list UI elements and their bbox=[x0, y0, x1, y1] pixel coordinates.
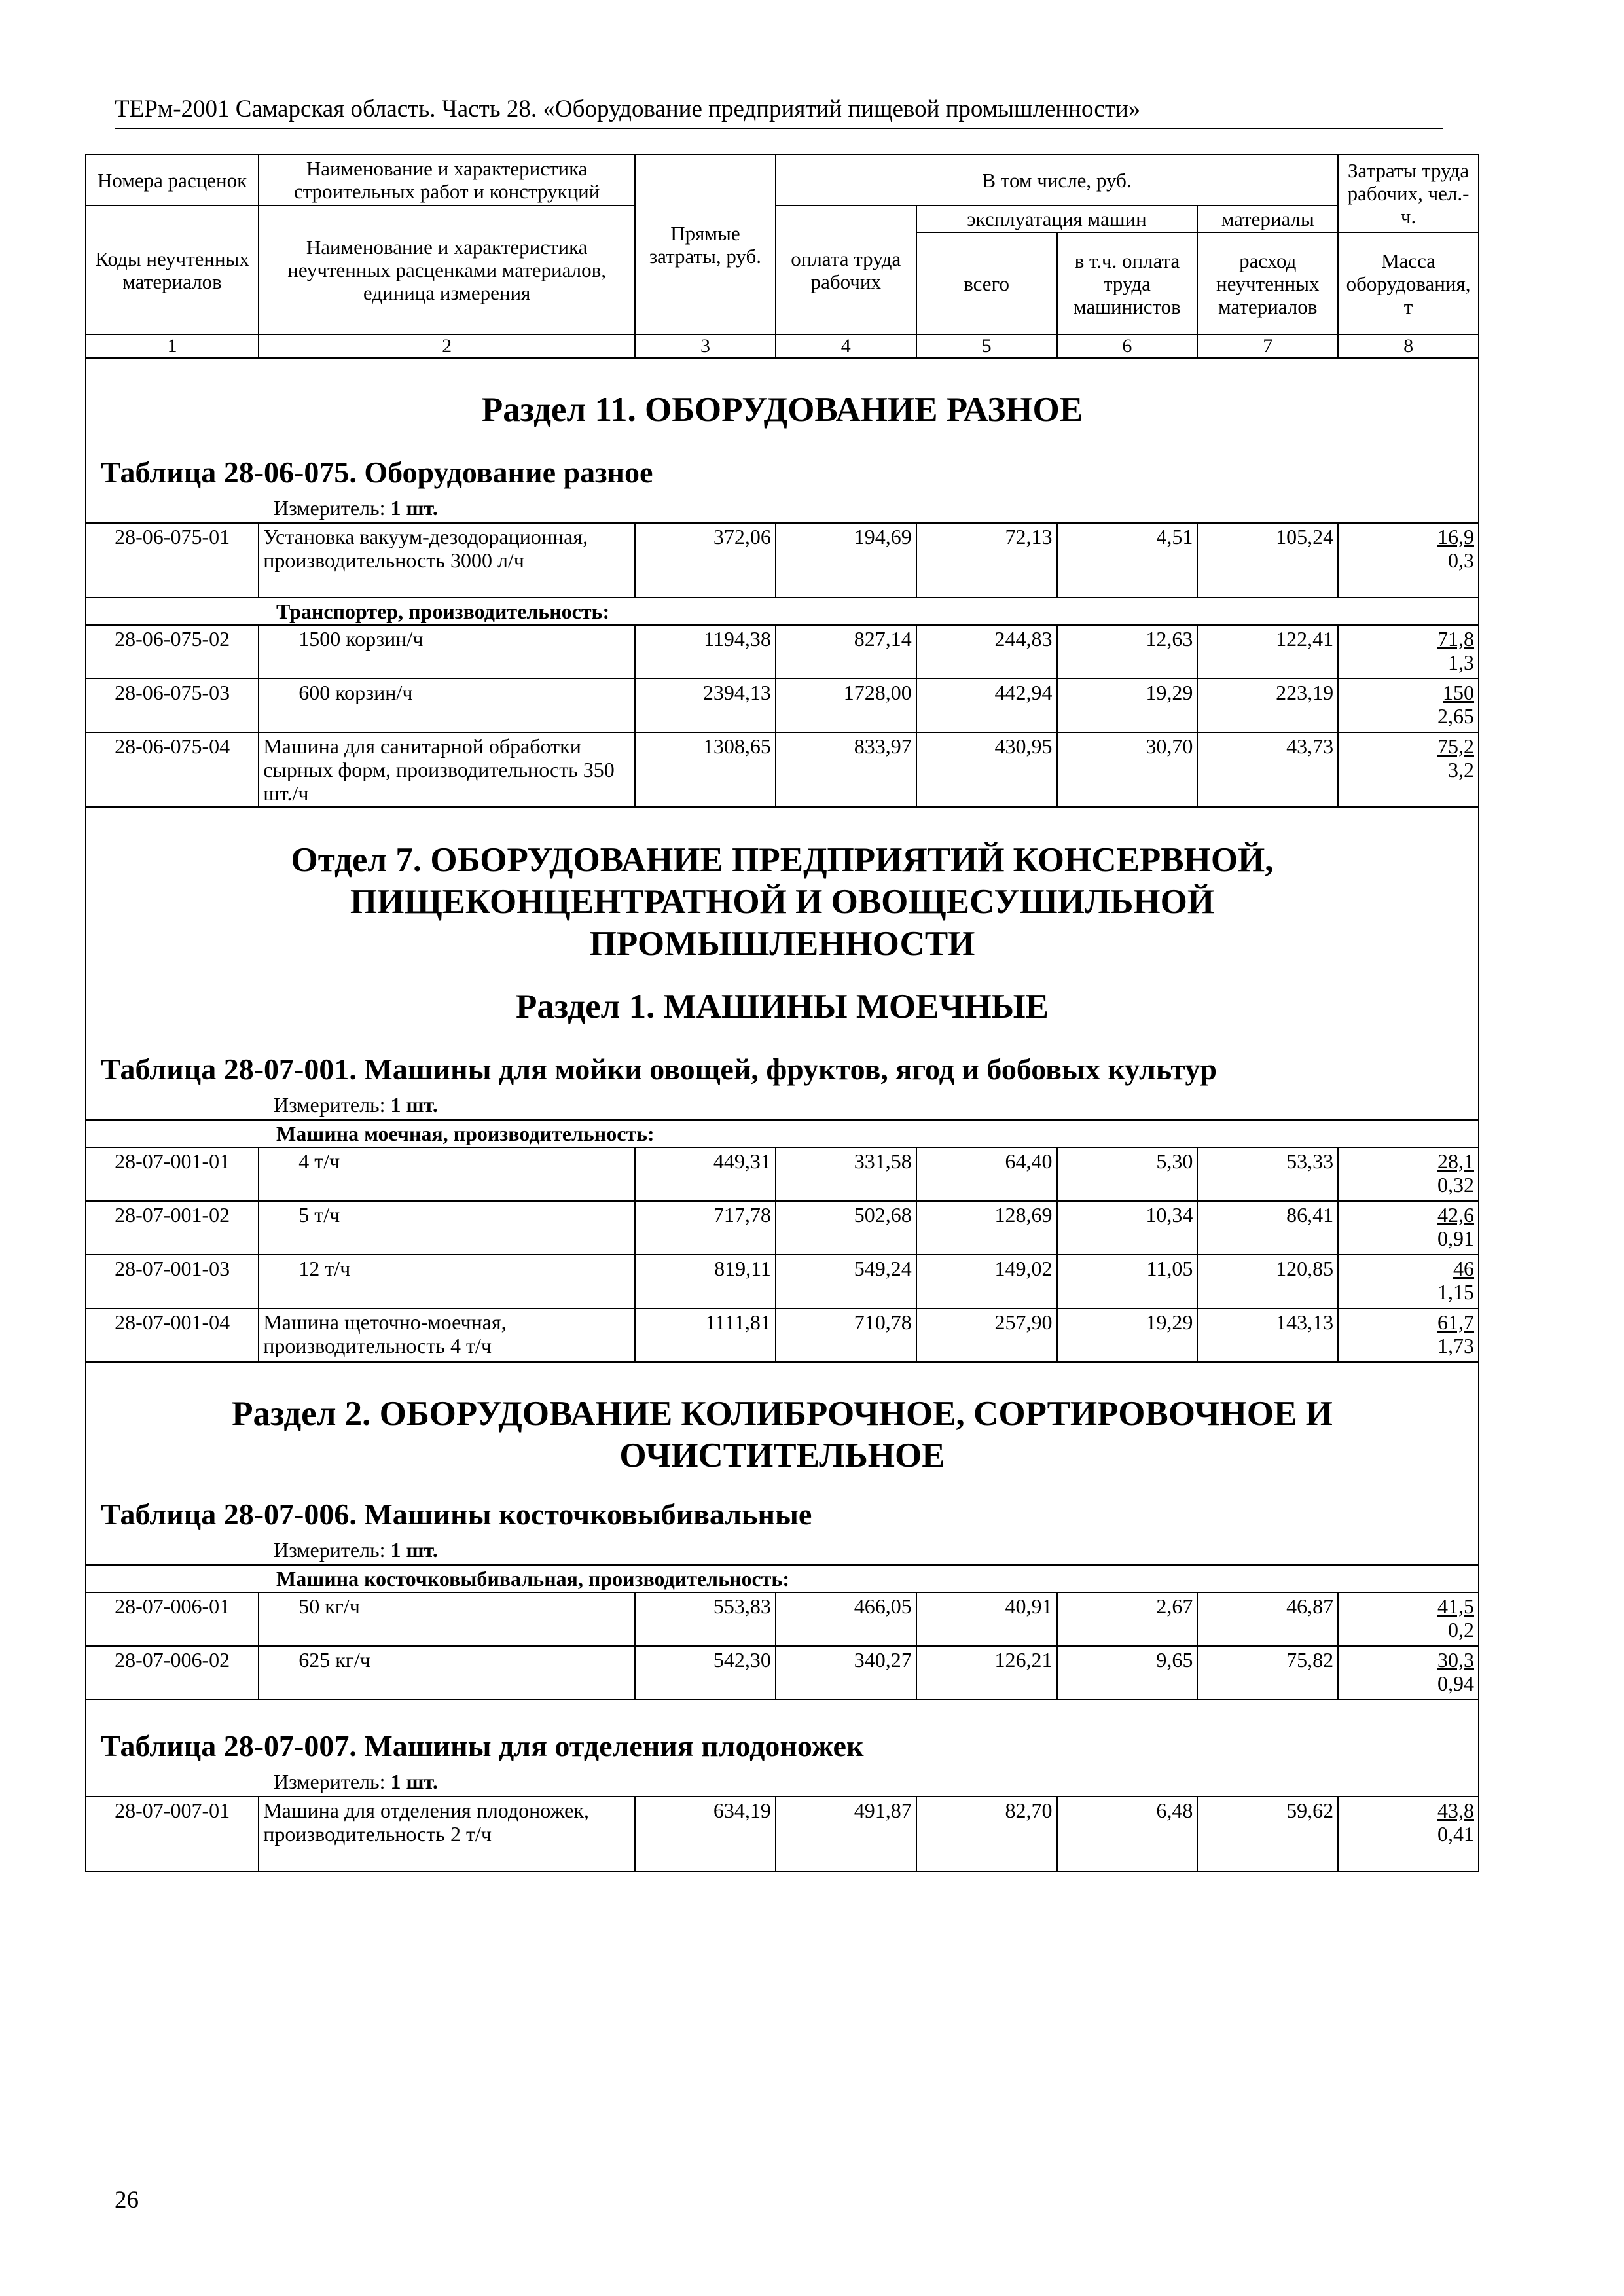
measurer-label: Измеритель: bbox=[274, 1093, 386, 1117]
rate-code: 28-07-001-03 bbox=[86, 1255, 259, 1308]
subheader-row bbox=[86, 1565, 1479, 1592]
machinist-pay: 5,30 bbox=[1057, 1147, 1198, 1201]
labor-hours: 41,5 bbox=[1437, 1594, 1474, 1618]
rate-name: 1500 корзин/ч bbox=[259, 625, 635, 679]
machinist-pay: 12,63 bbox=[1057, 625, 1198, 679]
machines-total: 257,90 bbox=[916, 1308, 1057, 1362]
labor-pay: 827,14 bbox=[776, 625, 916, 679]
labor-pay: 466,05 bbox=[776, 1592, 916, 1646]
measurer-value: 1 шт. bbox=[390, 1093, 438, 1117]
equipment-mass: 0,2 bbox=[1448, 1618, 1474, 1641]
labor-mass bbox=[1338, 679, 1479, 732]
labor-mass bbox=[1338, 1255, 1479, 1308]
labor-hours: 42,6 bbox=[1437, 1203, 1474, 1227]
labor-mass bbox=[1338, 1592, 1479, 1646]
machinist-pay: 6,48 bbox=[1057, 1797, 1198, 1871]
table-title: Таблица 28-06-075. Оборудование разное bbox=[101, 456, 653, 489]
materials-cost: 105,24 bbox=[1197, 523, 1338, 598]
column-number: 7 bbox=[1197, 334, 1338, 358]
measurer-label: Измеритель: bbox=[274, 1538, 386, 1562]
equipment-mass: 0,94 bbox=[1437, 1672, 1474, 1695]
rate-code: 28-07-007-01 bbox=[86, 1797, 259, 1871]
labor-hours: 46 bbox=[1453, 1257, 1474, 1280]
labor-pay: 491,87 bbox=[776, 1797, 916, 1871]
labor-hours: 75,2 bbox=[1437, 734, 1474, 758]
table-row bbox=[86, 679, 1479, 732]
direct-cost: 1308,65 bbox=[635, 732, 776, 807]
labor-mass bbox=[1338, 732, 1479, 807]
rate-code: 28-07-001-01 bbox=[86, 1147, 259, 1201]
equipment-mass: 1,73 bbox=[1437, 1334, 1474, 1357]
measurer bbox=[274, 495, 1474, 521]
materials-cost: 75,82 bbox=[1197, 1646, 1338, 1700]
labor-hours: 71,8 bbox=[1437, 627, 1474, 651]
measurer-value: 1 шт. bbox=[390, 1770, 438, 1793]
labor-pay: 549,24 bbox=[776, 1255, 916, 1308]
machines-total: 430,95 bbox=[916, 732, 1057, 807]
rate-name: 600 корзин/ч bbox=[259, 679, 635, 732]
machines-total: 72,13 bbox=[916, 523, 1057, 598]
materials-cost: 223,19 bbox=[1197, 679, 1338, 732]
rate-name: Машина для отделения плодоножек, производительность 2 т/ч bbox=[259, 1797, 635, 1871]
labor-hours: 61,7 bbox=[1437, 1310, 1474, 1334]
section-title: Раздел 2. ОБОРУДОВАНИЕ КОЛИБРОЧНОЕ, СОРТИРОВОЧНОЕ И ОЧИСТИТЕЛЬНОЕ bbox=[232, 1395, 1333, 1475]
equipment-mass: 0,41 bbox=[1437, 1822, 1474, 1846]
table-row bbox=[86, 1592, 1479, 1646]
rate-name: Установка вакуум-дезодорационная, производительность 3000 л/ч bbox=[259, 523, 635, 598]
labor-mass bbox=[1338, 1646, 1479, 1700]
machines-total: 128,69 bbox=[916, 1201, 1057, 1255]
department-title: Отдел 7. ОБОРУДОВАНИЕ ПРЕДПРИЯТИЙ КОНСЕРВНОЙ, ПИЩЕКОНЦЕНТРАТНОЙ И ОВОЩЕСУШИЛЬНОЙ ПРОМЫШЛЕННОСТИ bbox=[291, 841, 1274, 963]
rate-code: 28-06-075-02 bbox=[86, 625, 259, 679]
machinist-pay: 4,51 bbox=[1057, 523, 1198, 598]
subheader-row bbox=[86, 1120, 1479, 1147]
col1-header-top: Номера расценок bbox=[86, 154, 259, 206]
rate-code: 28-06-075-03 bbox=[86, 679, 259, 732]
measurer bbox=[274, 1768, 1474, 1795]
table-row bbox=[86, 1797, 1479, 1871]
col6-header: в т.ч. оплата труда машинистов bbox=[1057, 232, 1198, 334]
column-number: 1 bbox=[86, 334, 259, 358]
machines-total: 149,02 bbox=[916, 1255, 1057, 1308]
direct-cost: 634,19 bbox=[635, 1797, 776, 1871]
labor-pay: 833,97 bbox=[776, 732, 916, 807]
page-number: 26 bbox=[115, 2187, 139, 2214]
table-row bbox=[86, 523, 1479, 598]
labor-pay: 710,78 bbox=[776, 1308, 916, 1362]
equipment-mass: 3,2 bbox=[1448, 758, 1474, 781]
equipment-mass: 1,3 bbox=[1448, 651, 1474, 674]
machines-total: 126,21 bbox=[916, 1646, 1057, 1700]
column-number: 3 bbox=[635, 334, 776, 358]
materials-header: материалы bbox=[1197, 206, 1338, 232]
col7-header: расход неучтенных материалов bbox=[1197, 232, 1338, 334]
rate-name: 5 т/ч bbox=[259, 1201, 635, 1255]
column-number: 6 bbox=[1057, 334, 1198, 358]
machines-total: 64,40 bbox=[916, 1147, 1057, 1201]
table-row bbox=[86, 1201, 1479, 1255]
direct-cost: 1194,38 bbox=[635, 625, 776, 679]
table-title: Таблица 28-07-006. Машины косточковыбивальные bbox=[101, 1498, 812, 1531]
labor-hours: 28,1 bbox=[1437, 1149, 1474, 1173]
direct-cost: 2394,13 bbox=[635, 679, 776, 732]
subheader: Машина моечная, производительность: bbox=[86, 1120, 1479, 1147]
subheader: Машина косточковыбивальная, производительность: bbox=[86, 1565, 1479, 1592]
rate-code: 28-07-001-02 bbox=[86, 1201, 259, 1255]
table-row bbox=[86, 625, 1479, 679]
measurer-value: 1 шт. bbox=[390, 1538, 438, 1562]
labor-pay: 1728,00 bbox=[776, 679, 916, 732]
column-number: 2 bbox=[259, 334, 635, 358]
rate-name: 625 кг/ч bbox=[259, 1646, 635, 1700]
col8-header-bottom: Масса оборудования, т bbox=[1338, 232, 1479, 334]
direct-cost: 372,06 bbox=[635, 523, 776, 598]
section-block bbox=[86, 1700, 1479, 1797]
labor-mass bbox=[1338, 1147, 1479, 1201]
subheader-row bbox=[86, 598, 1479, 625]
rates-table bbox=[85, 154, 1479, 1872]
measurer-value: 1 шт. bbox=[390, 496, 438, 520]
labor-pay: 194,69 bbox=[776, 523, 916, 598]
materials-cost: 86,41 bbox=[1197, 1201, 1338, 1255]
measurer-label: Измеритель: bbox=[274, 496, 386, 520]
labor-pay: 502,68 bbox=[776, 1201, 916, 1255]
rate-name: Машина щеточно-моечная, производительность 4 т/ч bbox=[259, 1308, 635, 1362]
machines-total: 82,70 bbox=[916, 1797, 1057, 1871]
subheader: Транспортер, производительность: bbox=[86, 598, 1479, 625]
machines-header: эксплуатация машин bbox=[916, 206, 1198, 232]
col3-header: Прямые затраты, руб. bbox=[635, 154, 776, 334]
measurer bbox=[274, 1092, 1474, 1118]
header-row-2 bbox=[86, 206, 1479, 232]
labor-mass bbox=[1338, 1201, 1479, 1255]
rate-code: 28-07-006-02 bbox=[86, 1646, 259, 1700]
materials-cost: 122,41 bbox=[1197, 625, 1338, 679]
machinist-pay: 19,29 bbox=[1057, 1308, 1198, 1362]
machinist-pay: 30,70 bbox=[1057, 732, 1198, 807]
header-row-1 bbox=[86, 154, 1479, 206]
equipment-mass: 0,3 bbox=[1448, 548, 1474, 572]
rate-code: 28-06-075-01 bbox=[86, 523, 259, 598]
col4-header: оплата труда рабочих bbox=[776, 206, 916, 334]
materials-cost: 120,85 bbox=[1197, 1255, 1338, 1308]
machines-total: 244,83 bbox=[916, 625, 1057, 679]
labor-pay: 340,27 bbox=[776, 1646, 916, 1700]
machinist-pay: 9,65 bbox=[1057, 1646, 1198, 1700]
machines-total: 40,91 bbox=[916, 1592, 1057, 1646]
labor-hours: 150 bbox=[1443, 681, 1474, 704]
section-block bbox=[86, 358, 1479, 523]
labor-hours: 43,8 bbox=[1437, 1799, 1474, 1822]
equipment-mass: 0,32 bbox=[1437, 1173, 1474, 1196]
rate-code: 28-06-075-04 bbox=[86, 732, 259, 807]
machinist-pay: 10,34 bbox=[1057, 1201, 1198, 1255]
measurer-label: Измеритель: bbox=[274, 1770, 386, 1793]
rate-name: Машина для санитарной обработки сырных форм, производительность 350 шт./ч bbox=[259, 732, 635, 807]
direct-cost: 542,30 bbox=[635, 1646, 776, 1700]
rate-name: 50 кг/ч bbox=[259, 1592, 635, 1646]
section-block bbox=[86, 1362, 1479, 1565]
rate-name: 4 т/ч bbox=[259, 1147, 635, 1201]
equipment-mass: 1,15 bbox=[1437, 1280, 1474, 1304]
column-numbers bbox=[86, 334, 1479, 358]
col2-header-bottom: Наименование и характеристика неучтенных расценками материалов, единица измерения bbox=[259, 206, 635, 334]
group-header: В том числе, руб. bbox=[776, 154, 1338, 206]
section-title: Раздел 11. ОБОРУДОВАНИЕ РАЗНОЕ bbox=[481, 391, 1083, 429]
page-header: ТЕРм-2001 Самарская область. Часть 28. «Оборудование предприятий пищевой промышленности» bbox=[115, 95, 1443, 129]
column-number: 5 bbox=[916, 334, 1057, 358]
column-number: 4 bbox=[776, 334, 916, 358]
labor-pay: 331,58 bbox=[776, 1147, 916, 1201]
table-row bbox=[86, 1646, 1479, 1700]
section-title: Раздел 1. МАШИНЫ МОЕЧНЫЕ bbox=[516, 988, 1049, 1026]
direct-cost: 1111,81 bbox=[635, 1308, 776, 1362]
direct-cost: 553,83 bbox=[635, 1592, 776, 1646]
materials-cost: 143,13 bbox=[1197, 1308, 1338, 1362]
table-title: Таблица 28-07-007. Машины для отделения плодоножек bbox=[101, 1729, 864, 1763]
labor-mass bbox=[1338, 523, 1479, 598]
labor-mass bbox=[1338, 1308, 1479, 1362]
direct-cost: 449,31 bbox=[635, 1147, 776, 1201]
machines-total: 442,94 bbox=[916, 679, 1057, 732]
table-row bbox=[86, 1308, 1479, 1362]
materials-cost: 46,87 bbox=[1197, 1592, 1338, 1646]
col5-header: всего bbox=[916, 232, 1057, 334]
column-number: 8 bbox=[1338, 334, 1479, 358]
rate-name: 12 т/ч bbox=[259, 1255, 635, 1308]
col1-header-bottom: Коды неучтенных материалов bbox=[86, 206, 259, 334]
labor-mass bbox=[1338, 1797, 1479, 1871]
direct-cost: 819,11 bbox=[635, 1255, 776, 1308]
equipment-mass: 0,91 bbox=[1437, 1227, 1474, 1250]
col2-header-top: Наименование и характеристика строительных работ и конструкций bbox=[259, 154, 635, 206]
materials-cost: 53,33 bbox=[1197, 1147, 1338, 1201]
section-block bbox=[86, 807, 1479, 1120]
table-row bbox=[86, 1255, 1479, 1308]
direct-cost: 717,78 bbox=[635, 1201, 776, 1255]
labor-mass bbox=[1338, 625, 1479, 679]
machinist-pay: 19,29 bbox=[1057, 679, 1198, 732]
col8-header-top: Затраты труда рабочих, чел.-ч. bbox=[1338, 154, 1479, 232]
table-row bbox=[86, 732, 1479, 807]
measurer bbox=[274, 1537, 1474, 1563]
labor-hours: 30,3 bbox=[1437, 1648, 1474, 1672]
materials-cost: 43,73 bbox=[1197, 732, 1338, 807]
rate-code: 28-07-001-04 bbox=[86, 1308, 259, 1362]
materials-cost: 59,62 bbox=[1197, 1797, 1338, 1871]
labor-hours: 16,9 bbox=[1437, 525, 1474, 548]
machinist-pay: 2,67 bbox=[1057, 1592, 1198, 1646]
table-row bbox=[86, 1147, 1479, 1201]
equipment-mass: 2,65 bbox=[1437, 704, 1474, 728]
rate-code: 28-07-006-01 bbox=[86, 1592, 259, 1646]
table-title: Таблица 28-07-001. Машины для мойки овощей, фруктов, ягод и бобовых культур bbox=[101, 1052, 1217, 1086]
machinist-pay: 11,05 bbox=[1057, 1255, 1198, 1308]
